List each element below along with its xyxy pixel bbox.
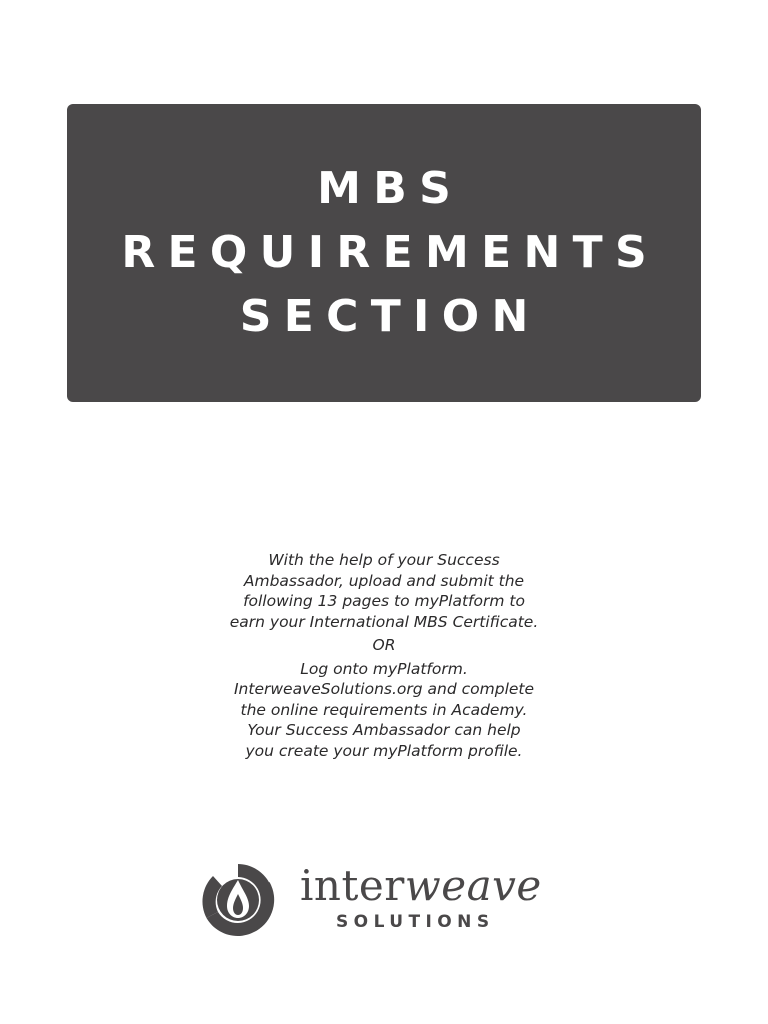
logo-word-inter: inter: [300, 861, 405, 910]
instruction-line: you create your myPlatform profile.: [245, 741, 523, 760]
instruction-line: Ambassador, upload and submit the: [243, 571, 525, 590]
instruction-line: InterweaveSolutions.org and complete: [233, 680, 535, 698]
logo-word-weave: weave: [404, 861, 542, 910]
logo-wordmark: [300, 862, 542, 910]
instructions-text: [134, 550, 634, 761]
flame-circle-icon: [198, 860, 278, 940]
instruction-line: earn your International MBS Certificate.: [229, 612, 539, 631]
instruction-line: the online requirements in Academy.: [240, 700, 528, 719]
interweave-logo: [198, 860, 578, 940]
or-separator: OR: [372, 636, 396, 654]
logo-subtitle: SOLUTIONS: [336, 912, 495, 932]
title-line-1: MBS: [317, 163, 464, 214]
title-line-3: SECTION: [239, 291, 541, 342]
instruction-line: Your Success Ambassador can help: [247, 721, 521, 739]
title-banner: [67, 104, 701, 402]
instruction-line: Log onto myPlatform.: [300, 659, 468, 678]
instruction-line: following 13 pages to myPlatform to: [243, 592, 525, 610]
instruction-line: With the help of your Success: [268, 551, 500, 569]
title-line-2: REQUIREMENTS: [121, 227, 659, 278]
